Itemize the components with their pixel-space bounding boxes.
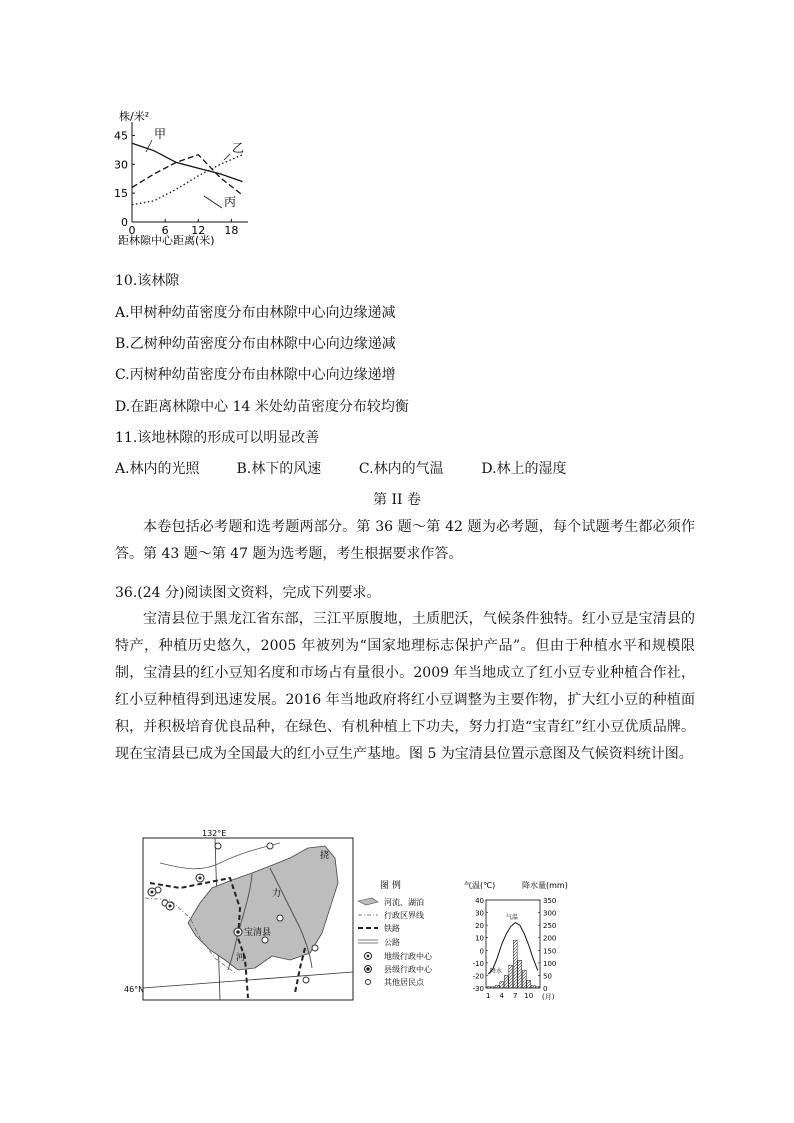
q10-stem: 10.该林隙 [115, 273, 180, 289]
y-tick-label: 30 [114, 158, 128, 172]
section-intro: 本卷包括必考题和选考题两部分。第 36 题～第 42 题为必考题，每个试题考生都必须作答。第 43 题～第 47 题为选考题，考生根据要求作答。 [115, 519, 695, 562]
legend-river: 河流、湖泊 [384, 898, 424, 907]
legend-boundary: 行政区界线 [384, 911, 424, 920]
precip-bar [495, 985, 499, 988]
legend-settlement: 其他居民点 [384, 978, 424, 987]
q10-option-c: C.丙树种幼苗密度分布由林隙中心向边缘递增 [115, 367, 396, 383]
legend-railway: 铁路 [384, 924, 400, 933]
seedling-density-chart [100, 100, 290, 255]
longitude-label: 132°E [202, 829, 227, 838]
q11-options [115, 458, 567, 478]
y-tick-label: 0 [121, 216, 128, 229]
q36-passage: 宝清县位于黑龙江省东部，三江平原腹地，土质肥沃，气候条件独特。红小豆是宝清县的特产，种植历史悠久，2005 年被列为“国家地理标志保护产品”。但由于种植水平和规模限制，宝清县的红小豆知名度和市场占有量很小。2009 年当地成立了红小豆专业种植合作社，红小豆种植得到迅速发展。2016 年当地政府将红小豆调整为主要作物，扩大红小豆的种植面积，并积极培育优良品种，在绿色、有机种植上下功夫，努力打造“宝青红”红小豆优质品牌。现在宝清县已成为全国最大的红小豆生产基地。图 5 为宝清县位置示意图及气候资料统计图。 [115, 611, 695, 762]
month-unit-label: (月) [542, 993, 555, 1001]
q10-option-d: D.在距离林隙中心 14 米处幼苗密度分布较均衡 [115, 399, 409, 415]
precip-bar [513, 940, 517, 988]
location-map [124, 828, 460, 1008]
temp-tick-label: 20 [475, 922, 484, 931]
precip-axis-label: 降水量(mm) [522, 881, 568, 890]
q11-option-a: A.林内的光照 [115, 461, 200, 477]
precip-bar [509, 965, 513, 988]
legend-prefecture: 地级行政中心 [384, 952, 432, 961]
precip-bar [486, 987, 490, 988]
x-tick-label: 0 [128, 224, 136, 237]
settlement-dot [312, 945, 318, 951]
series-label: 乙 [232, 141, 245, 155]
temp-tick-label: 0 [479, 947, 484, 956]
precip-bar [491, 987, 495, 988]
river-label: 力 [272, 889, 282, 899]
temp-tick-label: 10 [475, 934, 484, 943]
q36-stem: 36.(24 分)阅读图文资料，完成下列要求。 [115, 585, 381, 601]
x-tick-label: 18 [224, 224, 239, 237]
temperature-line [488, 923, 538, 975]
y-tick-label: 45 [114, 129, 128, 143]
river-label: 河 [236, 953, 246, 963]
temp-tick-label: -20 [472, 972, 484, 981]
label-pointer [224, 154, 230, 160]
settlement-dot [267, 843, 273, 849]
legend-title: 图 例 [380, 881, 401, 891]
precip-bar [522, 970, 526, 988]
settlement-dot [277, 915, 283, 921]
precip-bar [518, 960, 522, 988]
label-pointer [204, 196, 222, 208]
section-title: 第 II 卷 [373, 492, 421, 508]
x-tick-label: 12 [191, 224, 206, 237]
settlement-dot [303, 977, 309, 983]
q11-option-d: D.林上的湿度 [481, 461, 567, 477]
month-tick-label: 1 [486, 992, 491, 1000]
precip-tick-label: 100 [543, 959, 557, 968]
series-label: 丙 [224, 195, 237, 209]
y-tick-label: 15 [114, 187, 128, 201]
temp-series-label: 气温 [506, 914, 519, 922]
climate-chart [462, 878, 580, 1008]
x-tick-label: 6 [161, 224, 169, 237]
q11-stem: 11.该地林隙的形成可以明显改善 [115, 430, 320, 446]
legend-highway: 公路 [384, 938, 400, 947]
precip-bar [504, 975, 508, 988]
precip-bar [500, 982, 504, 988]
q10-option-b: B.乙树种幼苗密度分布由林隙中心向边缘递减 [115, 336, 396, 352]
series-line-1 [132, 155, 243, 195]
precip-series-label: 降水 [490, 967, 503, 975]
q10-option-a: A.甲树种幼苗密度分布由林隙中心向边缘递减 [115, 305, 396, 321]
series-line-0 [132, 143, 243, 181]
precip-tick-label: 250 [543, 922, 557, 931]
temp-axis-label: 气温(℃) [464, 881, 496, 890]
county-label: 宝清县 [244, 928, 272, 938]
precip-tick-label: 0 [543, 985, 548, 993]
series-label: 甲 [154, 127, 167, 141]
settlement-dot [215, 843, 221, 849]
month-tick-label: 4 [499, 992, 504, 1000]
temp-tick-label: -10 [472, 959, 484, 968]
precip-tick-label: 200 [543, 934, 557, 943]
q11-option-b: B.林下的风速 [236, 461, 322, 477]
precip-tick-label: 300 [543, 909, 557, 918]
legend-county: 县级行政中心 [384, 965, 432, 974]
precip-bar [531, 985, 535, 988]
y-axis-label: 株/米² [119, 110, 150, 123]
q11-option-c: C.林内的气温 [358, 461, 444, 477]
precip-bar [527, 980, 531, 988]
precip-tick-label: 350 [543, 897, 557, 905]
river-label: 挠 [320, 851, 330, 861]
precip-tick-label: 50 [543, 972, 552, 981]
x-axis-label: 距林隙中心距离(米) [118, 234, 215, 247]
temp-tick-label: 30 [475, 909, 484, 918]
temp-tick-label: 40 [475, 897, 484, 905]
temp-tick-label: -30 [472, 985, 484, 993]
latitude-label: 46°N [124, 985, 145, 994]
month-tick-label: 7 [513, 992, 518, 1000]
legend [358, 897, 433, 987]
precip-bar [536, 987, 540, 988]
precip-tick-label: 150 [543, 947, 557, 956]
month-tick-label: 10 [524, 992, 534, 1000]
